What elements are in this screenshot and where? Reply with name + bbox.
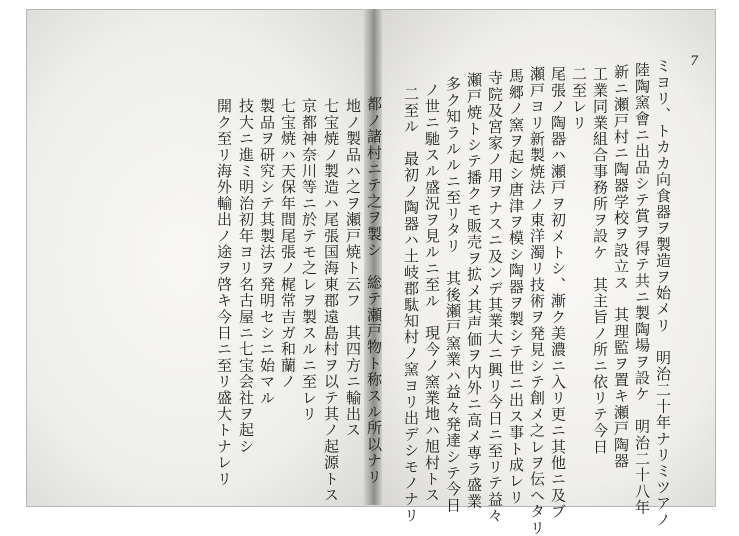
manuscript-column: 陸陶窯會ニ出品シテ賞ヲ得テ共ニ製陶場ヲ設ケ 明治二十八年 bbox=[633, 62, 651, 516]
manuscript-column: 工業同業組合事務所ヲ設ケ 其主旨ノ所ニ依リテ今日 bbox=[591, 66, 609, 455]
manuscript-column: ノ世ニ馳スル盛況ヲ見ルニ至ル 現今ノ窯業地ハ旭村トス bbox=[423, 82, 441, 504]
manuscript-column: 二至レリ bbox=[570, 66, 588, 131]
manuscript-column: 多ク知ラルルニ至リタリ 其後瀬戸窯業ハ益々発達シテ今日 bbox=[444, 76, 462, 514]
manuscript-column: 寺院及宮家ノ用ヲナスニ及ンデ其業大ニ興リ今日ニ至リテ益々 bbox=[486, 70, 504, 524]
manuscript-column: 都ノ諸村ニテ之ヲ製シ 総テ瀬戸物ト称スル所以ナリ bbox=[365, 96, 383, 485]
manuscript-column: 技大ニ進ミ明治初年ヨリ名古屋ニ七宝会社ヲ起シ bbox=[237, 98, 255, 455]
manuscript-column: 新ニ瀬戸村ニ陶器学校ヲ設立ス 其理監ヲ置キ瀬戸陶器 bbox=[612, 64, 630, 469]
manuscript-column: 馬郷ノ窯ヲ起シ唐津ヲ模シ陶器ヲ製シテ世ニ出ス事ト成レリ bbox=[507, 68, 525, 506]
manuscript-column: 瀬戸焼トシテ播クモ販売ヲ拡メ其声価ヲ内外ニ高メ専ラ盛業 bbox=[465, 72, 483, 510]
manuscript-column: 瀬戸ヨリ新製焼法ノ東洋濁リ技術ヲ発見シテ創メ之レヲ伝ヘタリ bbox=[528, 66, 546, 536]
left-page bbox=[26, 9, 373, 507]
manuscript-column: 開ク至リ海外輸出ノ途ヲ啓キ今日ニ至リ盛大トナレリ bbox=[215, 98, 233, 487]
page-number: 7 bbox=[690, 54, 699, 69]
manuscript-column: 二至ル 最初ノ陶器ハ土岐郡駄知村ノ窯ヨリ出デシモノナリ bbox=[402, 86, 420, 524]
manuscript-column: 七宝焼ハ天保年間尾張ノ梶常吉ガ和蘭ノ bbox=[279, 98, 297, 390]
manuscript-column: 京都神奈川等ニ於テモ之レヲ製スルニ至レリ bbox=[300, 98, 318, 422]
manuscript-column: 尾張ノ陶器ハ瀬戸ヲ初メトシ、漸ク美濃ニ入リ更ニ其他ニ及ブ bbox=[549, 66, 567, 520]
manuscript-column: 地ノ製品ハ之ヲ瀬戸焼ト云フ 其四方ニ輸出ス bbox=[344, 98, 362, 439]
manuscript-column: 製品ヲ研究シテ其製法ヲ発明セシニ始マル bbox=[258, 98, 276, 406]
manuscript-column: 七宝焼ノ製造ハ尾張国海東郡遠島村ヲ以テ其ノ起源トス bbox=[322, 98, 340, 503]
manuscript-column: ミヨリ、トカカ向食器ヲ製造ヲ始メリ 明治二十年ナリミツアノ bbox=[654, 58, 672, 528]
